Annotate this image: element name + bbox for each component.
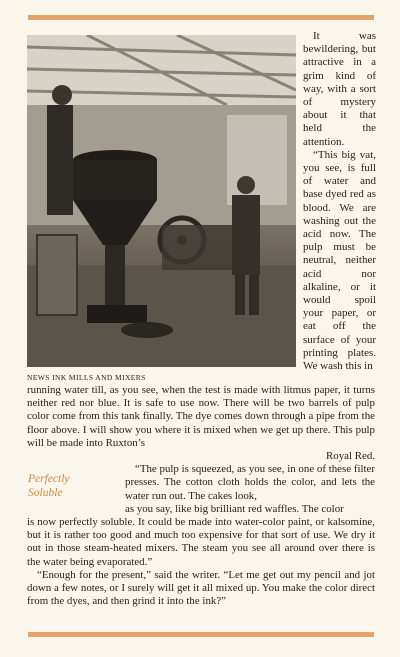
- body-continuation-end: Royal Red.: [325, 450, 375, 463]
- side-paragraph-1: It was bewildering, but attractive in a grim kind of way, with a sort of mystery about it that held the attention.: [303, 30, 376, 148]
- margin-note-line-1: Perfectly: [28, 473, 70, 485]
- bottom-rule: [28, 632, 374, 637]
- ink-mill-photograph: [27, 35, 296, 367]
- body-paragraph-rest: is now perfectly soluble. It could be made into water-color paint, or kalsomine, but it is rather too good and much too expensive for that sort of use. We dry it out in those steam-heated mixers. The steam you see all around over there is the water being evaporated.”: [27, 516, 375, 568]
- body-text: [27, 384, 375, 608]
- side-paragraph-2: “This big vat, you see, is full of water and base dyed red as blood. We are washing out the acid now. The pulp must be neutral, neither acid nor alkaline, or it would spoil your paper, or eat off the surface of your printing plates. We wash this in: [303, 148, 376, 373]
- body-inset-text-1: “The pulp is squeezed, as you see, in one of these filter presses. The cotton cloth holds the color, and lets the water run out. The cakes look,: [125, 463, 375, 502]
- side-column-text: [303, 30, 376, 373]
- margin-note-line-2: Soluble: [28, 487, 63, 499]
- body-inset-line: as you say, like big brilliant red waffles. The color: [125, 502, 344, 515]
- photo-illustration: [27, 35, 296, 367]
- photo-caption: NEWS INK MILLS AND MIXERS: [27, 373, 146, 382]
- body-continuation: running water till, as you see, when the test is made with litmus paper, it turns neither red nor blue. It is safe to use now. There will be two barrels of pulp color come from this tank finally. The dye comes down through a pipe from the floor above. I will show you where it is mixed when we get up there. This pulp will be made into Ruxton’s: [27, 384, 375, 449]
- body-closing-paragraph: “Enough for the present,” said the writer. “Let me get out my pencil and jot down a few notes, or I surely will get it all mixed up. You make the color direct from the dyes, and then grind it into the ink?”: [27, 568, 375, 608]
- top-rule: [28, 15, 374, 20]
- body-inset-paragraph: [27, 463, 375, 503]
